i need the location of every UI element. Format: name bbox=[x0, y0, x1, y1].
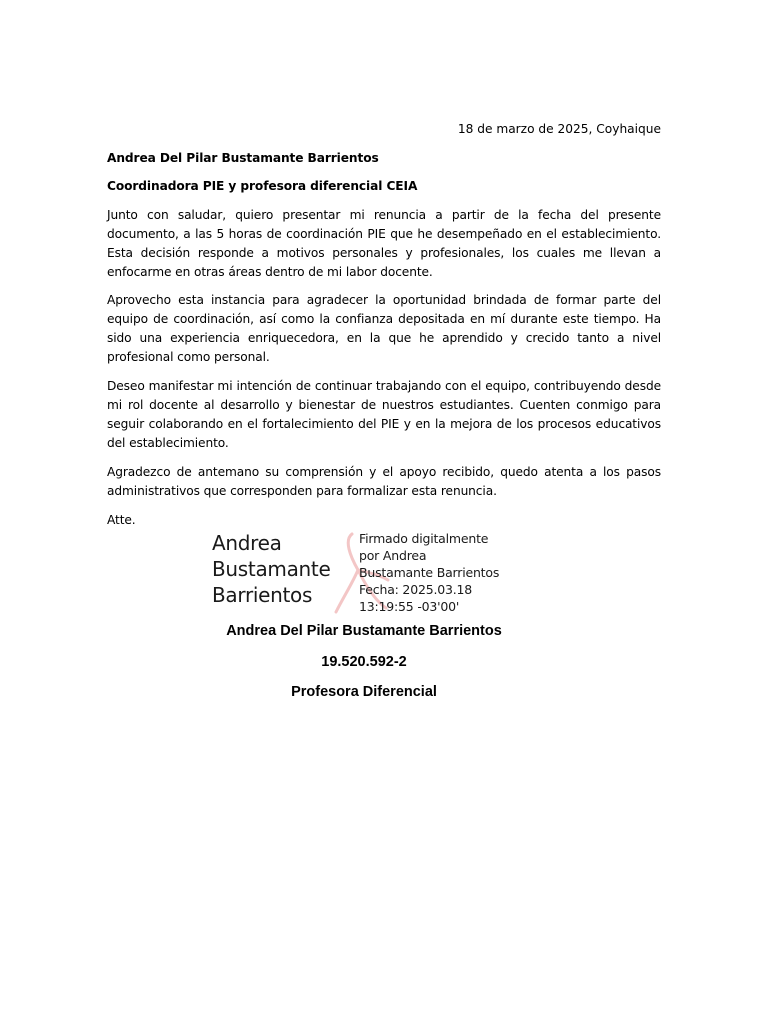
signature-name-line: Andrea bbox=[212, 531, 282, 555]
closing: Atte. bbox=[107, 513, 136, 527]
date-place: 18 de marzo de 2025, Coyhaique bbox=[457, 122, 661, 136]
paragraph-3: Deseo manifestar mi intención de continuar trabajando con el equipo, contribuyendo desde mi rol docente al desarrollo y bienestar de nuestros estudiantes. Cuenten conmigo para seguir colaborando en el fortalecimiento del PIE y en la mejora de los procesos educativos del establecimiento. bbox=[107, 379, 661, 450]
signer-id-number: 19.520.592-2 bbox=[321, 654, 407, 670]
signature-details bbox=[359, 530, 499, 615]
signature-detail-line: Firmado digitalmente bbox=[359, 531, 489, 546]
addressee-role: Coordinadora PIE y profesora diferencial CEIA bbox=[107, 179, 418, 193]
paragraph-1: Junto con saludar, quiero presentar mi renuncia a partir de la fecha del presente documento, a las 5 horas de coordinación PIE que he desempeñado en el establecimiento. Esta decisión responde a motivos personales y profesionales, los cuales me llevan a enfocarme en otras áreas dentro de mi labor docente. bbox=[107, 208, 661, 279]
digital-signature bbox=[212, 528, 512, 620]
signature-name bbox=[212, 530, 330, 608]
signature-detail-line: 13:19:55 -03'00' bbox=[359, 599, 460, 614]
signature-detail-line: Fecha: 2025.03.18 bbox=[359, 582, 473, 597]
signer-title: Profesora Diferencial bbox=[291, 684, 437, 700]
paragraph-2: Aprovecho esta instancia para agradecer la oportunidad brindada de formar parte del equipo de coordinación, así como la confianza depositada en mí durante este tiempo. Ha sido una experiencia enriquecedora, en la que he aprendido y crecido tanto a nivel profesional como personal. bbox=[107, 293, 661, 364]
signature-detail-line: Bustamante Barrientos bbox=[359, 565, 500, 580]
signature-name-line: Barrientos bbox=[212, 583, 313, 607]
addressee-name: Andrea Del Pilar Bustamante Barrientos bbox=[107, 151, 379, 165]
signature-name-line: Bustamante bbox=[212, 557, 331, 581]
signature-detail-line: por Andrea bbox=[359, 548, 427, 563]
paragraph-4: Agradezco de antemano su comprensión y el apoyo recibido, quedo atenta a los pasos administrativos que corresponden para formalizar esta renuncia. bbox=[107, 465, 661, 498]
signer-full-name: Andrea Del Pilar Bustamante Barrientos bbox=[226, 623, 502, 639]
